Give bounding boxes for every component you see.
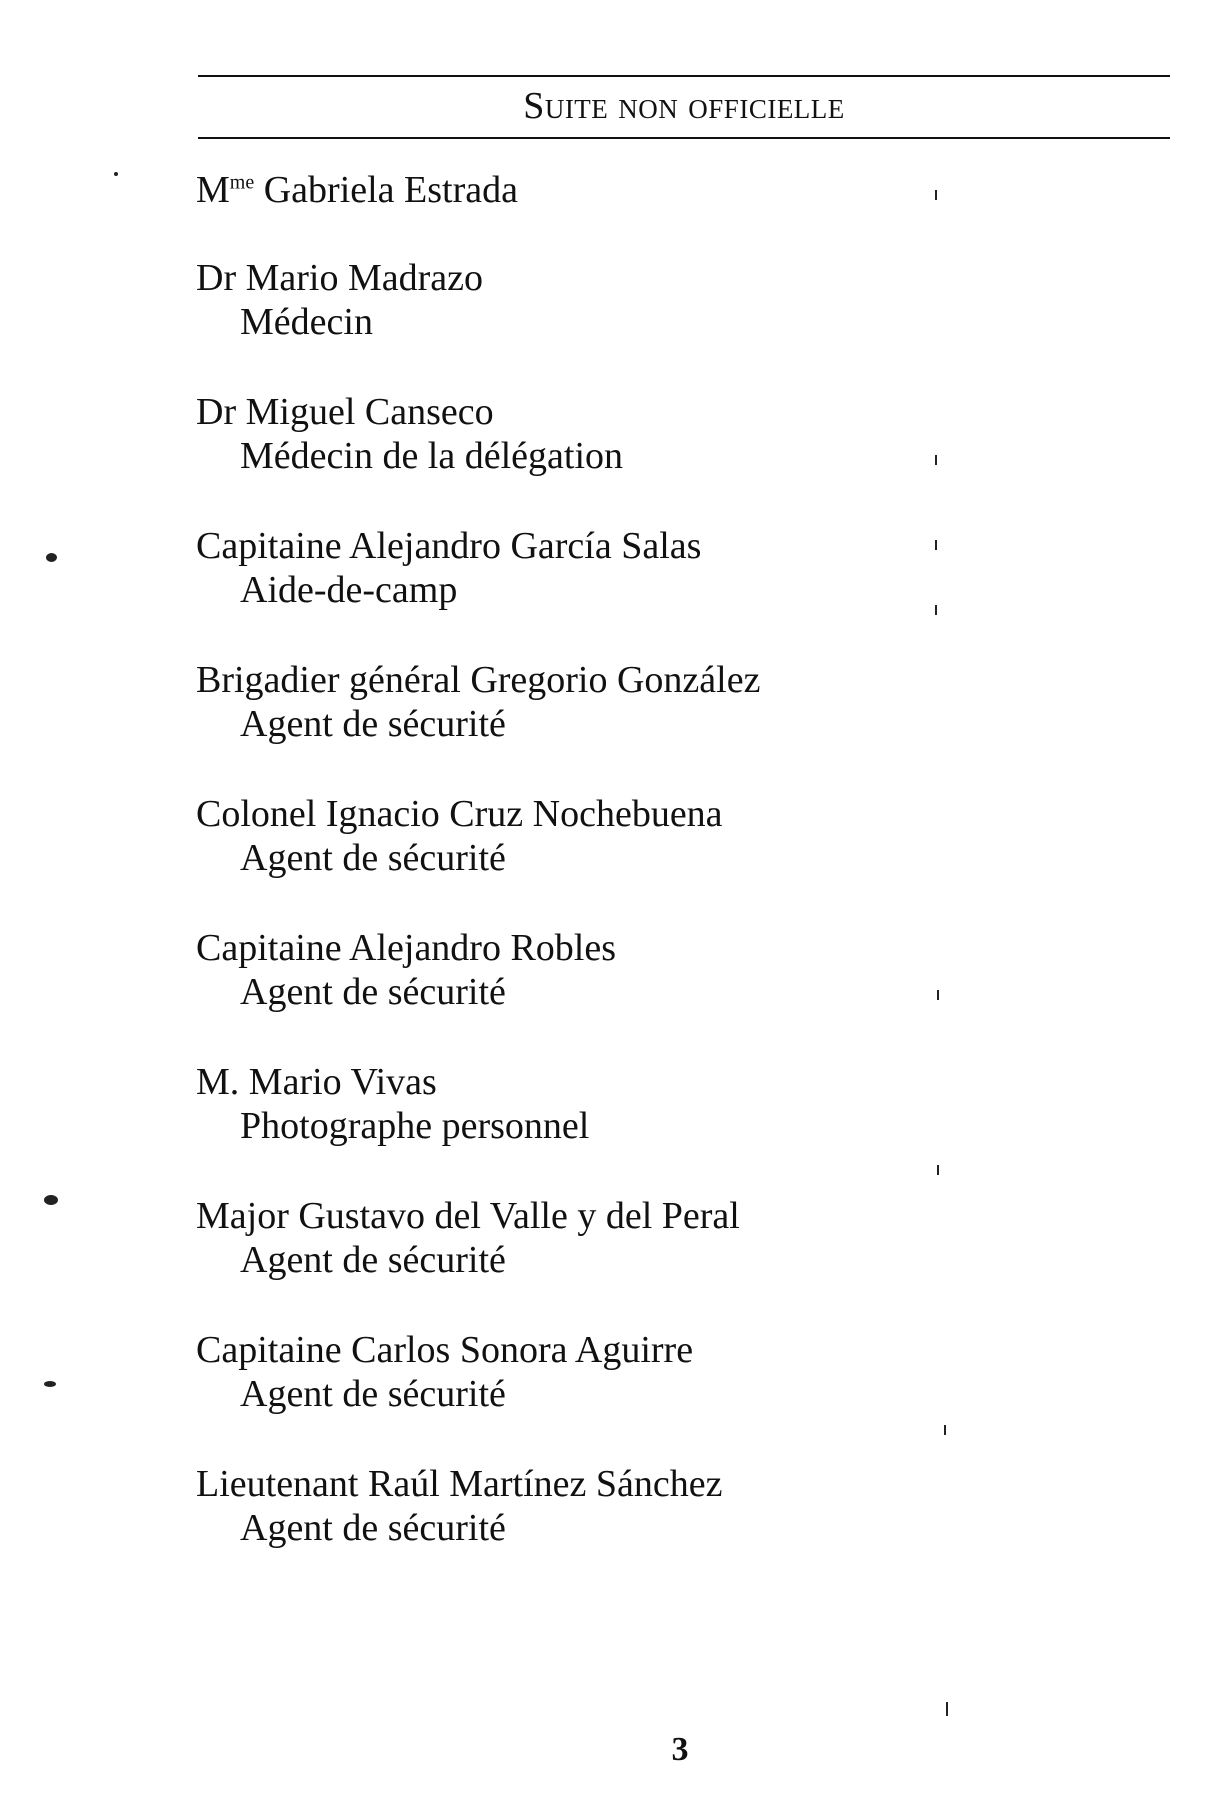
- page-title: Suite non officielle: [523, 85, 845, 127]
- scan-speck: [114, 172, 118, 176]
- entry-role: Photographe personnel: [240, 1105, 590, 1147]
- entry-role: Agent de sécurité: [240, 1239, 506, 1281]
- scan-speck: [937, 1165, 939, 1175]
- entry-name-text: Miguel Canseco: [245, 391, 494, 433]
- entry-name: [196, 390, 623, 434]
- entry-name: Capitaine Alejandro García Salas: [196, 525, 702, 567]
- list-item: [196, 926, 616, 1014]
- entry-name: Lieutenant Raúl Martínez Sánchez: [196, 1463, 723, 1505]
- scan-speck: [937, 990, 939, 1000]
- entry-role: Agent de sécurité: [240, 703, 506, 745]
- entry-name-text: Gabriela Estrada: [263, 169, 518, 211]
- list-item: [196, 1194, 740, 1282]
- entry-role: Agent de sécurité: [240, 971, 506, 1013]
- scan-speck: [44, 1195, 58, 1205]
- list-item: [196, 256, 483, 344]
- entry-name: Capitaine Alejandro Robles: [196, 927, 617, 969]
- scan-speck: [935, 190, 937, 200]
- entry-role: Aide-de-camp: [240, 569, 458, 611]
- list-item: [196, 1060, 589, 1148]
- list-item: [196, 168, 518, 212]
- entry-prefix: Dr: [196, 257, 246, 299]
- entry-name: Capitaine Carlos Sonora Aguirre: [196, 1329, 694, 1371]
- page-number: 3: [671, 1731, 689, 1768]
- entry-role: Agent de sécurité: [240, 1373, 506, 1415]
- list-item: [196, 658, 760, 746]
- entry-name: Brigadier général Gregorio González: [196, 659, 761, 701]
- entry-prefix: M: [196, 169, 230, 211]
- list-item: [196, 1328, 693, 1416]
- header-top-rule: [198, 75, 1170, 77]
- entry-name: Major Gustavo del Valle y del Peral: [196, 1195, 740, 1237]
- entry-name: [196, 256, 483, 300]
- entry-role: Agent de sécurité: [240, 1507, 506, 1549]
- scan-speck: [46, 553, 57, 562]
- entry-role: Médecin: [240, 301, 373, 343]
- scan-speck: [935, 455, 937, 465]
- entry-prefix: Dr: [196, 391, 246, 433]
- entry-role: Médecin de la délégation: [240, 435, 624, 477]
- entry-name: [196, 168, 518, 212]
- list-item: [196, 792, 723, 880]
- entry-prefix-superscript: me: [229, 171, 255, 194]
- entry-name-text: Mario Madrazo: [245, 257, 484, 299]
- list-item: [196, 1462, 723, 1550]
- list-item: [196, 390, 623, 478]
- entry-name: Colonel Ignacio Cruz Nochebuena: [196, 793, 723, 835]
- scan-speck: [944, 1425, 946, 1435]
- entry-role: Agent de sécurité: [240, 837, 506, 879]
- header-bottom-rule: [198, 137, 1170, 139]
- scan-speck: [44, 1381, 56, 1387]
- list-item: [196, 524, 701, 612]
- entry-name: M. Mario Vivas: [196, 1061, 437, 1103]
- scan-speck: [935, 605, 937, 615]
- scan-speck: [946, 1702, 948, 1716]
- scan-speck: [935, 540, 937, 550]
